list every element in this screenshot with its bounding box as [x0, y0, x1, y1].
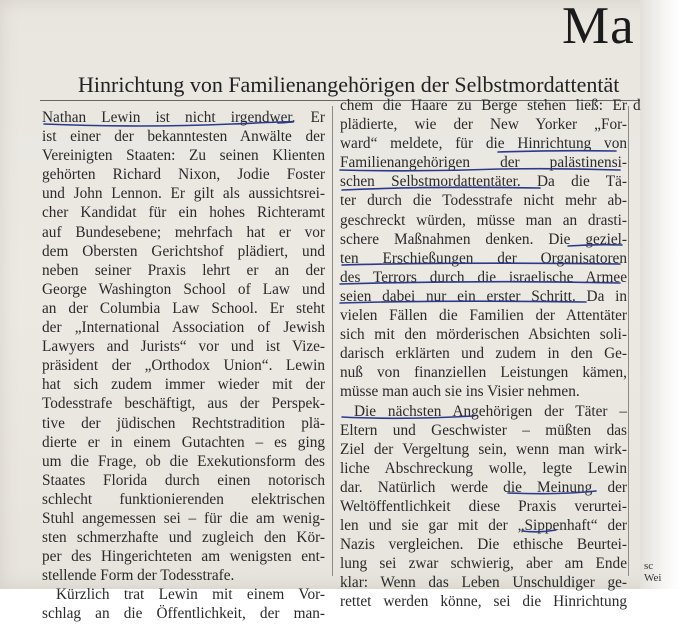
text-line: dem Obersten Gerichtshof plädiert, und: [42, 242, 325, 260]
text-line: klar: Wenn das Leben Unschuldiger ge-: [340, 574, 627, 592]
text-line: George Washington School of Law und: [42, 280, 325, 298]
text-line: per des Hingerichteten am wenigsten ent-: [42, 548, 325, 566]
text-line: darisch erklärten und zudem in den Ge-: [340, 345, 627, 363]
text-line: len und sie gar mit der „Sippenhaft“ der: [340, 517, 627, 535]
text-line: Ziel der Vergeltung sein, wenn man wirk-: [340, 440, 627, 458]
text-line: lung sei zwar schwierig, aber am Ende: [340, 555, 627, 573]
text-line: ter durch die Todesstrafe nicht mehr ab-: [340, 192, 627, 210]
text-line: dar. Natürlich werde die Meinung der: [340, 478, 627, 496]
text-line: Nathan Lewin ist nicht irgendwer. Er: [42, 109, 325, 126]
text-line: an der Columbia Law School. Er steht: [42, 299, 325, 317]
text-line: Kürzlich trat Lewin mit einem Vor-: [56, 586, 325, 604]
text-line: schlag an die Öffentlichkeit, der man-: [42, 605, 325, 623]
text-line: ward“ meldete, für die Hinrichtung von: [340, 135, 627, 153]
text-line: sich mit den mörderischen Absichten soli-: [340, 326, 627, 344]
text-line: Vereinigten Staaten: Zu seinen Klienten: [42, 147, 325, 165]
text-line: der „International Association of Jewish: [42, 319, 325, 337]
text-line: d: [633, 97, 641, 114]
page-edge: [640, 0, 680, 589]
text-line: vielen Fällen die Familien der Attentäter: [340, 307, 627, 325]
text-line: chem die Haare zu Berge stehen ließ: Er: [340, 97, 627, 114]
article-column-2: [340, 96, 627, 612]
text-line: gehörten Richard Nixon, Jodie Foster: [42, 166, 325, 184]
text-line: Wei: [644, 572, 662, 584]
text-line: um die Frage, ob die Exekutionsform des: [42, 452, 325, 470]
text-line: geschreckt würden, müsse man an drasti-: [340, 211, 627, 229]
text-line: schere Maßnahmen denken. Die geziel-: [340, 230, 627, 248]
text-line: stellende Form der Todesstrafe.: [42, 567, 235, 585]
text-line: und John Lennon. Er gilt als aussichtsrei-: [42, 185, 325, 203]
text-line: müsse man auch sie ins Visier nehmen.: [340, 383, 580, 401]
text-line: Stuhl angemessen sei – für die am wenig-: [42, 509, 325, 527]
text-line: sten schmerzhafte und zugleich den Kör-: [42, 529, 325, 547]
text-line: cher Kandidat für ein hohes Richteramt: [42, 204, 325, 222]
text-line: Todesstrafe beschäftigt, aus der Perspek-: [42, 395, 325, 413]
article-headline: Hinrichtung von Familienangehörigen der Selbstmordattentät: [78, 72, 620, 97]
text-line: Eltern und Geschwister – müßten das: [340, 421, 627, 439]
text-line: Nazis vergleichen. Die ethische Beurtei-: [340, 536, 627, 554]
text-line: rettet werden könne, sei die Hinrichtung: [340, 593, 627, 611]
text-line: hat sich zudem immer wieder mit der: [42, 376, 325, 394]
text-line: Die nächsten Angehörigen der Täter –: [354, 402, 627, 420]
text-line: ist einer der bekanntesten Anwälte der: [42, 128, 325, 146]
article-column-3-fragment: [633, 96, 653, 115]
masthead-fragment: Ma: [562, 0, 635, 55]
text-line: sc: [644, 560, 654, 572]
article-column-1: [42, 108, 325, 624]
text-line: tive der jüdischen Rechtstradition plä-: [42, 414, 325, 432]
text-line: Weltöffentlichkeit diese Praxis verurtei-: [340, 497, 627, 515]
text-line: auf Bundesebene; mehrfach hat er vor: [42, 223, 325, 241]
column-divider: [332, 106, 333, 576]
text-line: Familienangehörigen der palästinensi-: [340, 154, 627, 172]
text-line: Staates Florida durch einen notorisch: [42, 471, 325, 489]
text-line: Lawyers and Jurists“ vor und ist Vize-: [42, 338, 325, 356]
text-line: schen Selbstmordattentäter. Da die Tä-: [340, 173, 627, 191]
text-line: seien dabei nur ein erster Schritt. Da in: [340, 287, 627, 305]
text-line: ten Erschießungen der Organisatoren: [340, 249, 627, 267]
text-line: plädierte, wie der New Yorker „For-: [340, 116, 627, 134]
corner-text-fragment: [644, 560, 661, 584]
text-line: präsident der „Orthodox Union“. Lewin: [42, 357, 325, 375]
text-line: des Terrors durch die israelische Armee: [340, 268, 627, 286]
text-line: neben seiner Praxis lehrt er an der: [42, 261, 325, 279]
text-line: schlecht funktionierenden elektrischen: [42, 490, 325, 508]
column-divider: [628, 106, 629, 576]
text-line: nuß von finanziellen Leistungen kämen,: [340, 364, 627, 382]
text-line: liche Abschreckung wolle, legte Lewin: [340, 459, 627, 477]
text-line: dierte er in einem Gutachten – es ging: [42, 433, 325, 451]
